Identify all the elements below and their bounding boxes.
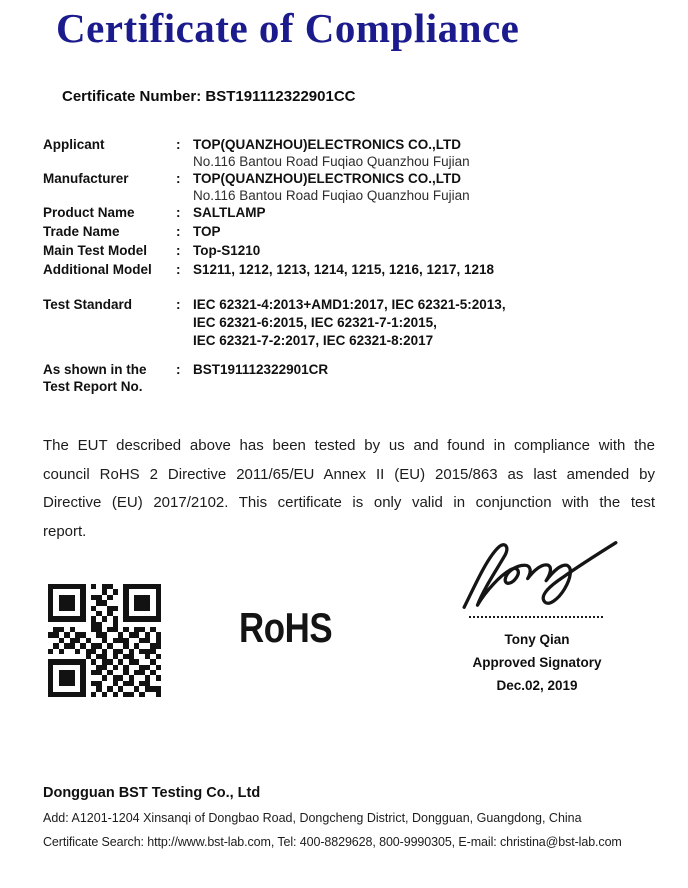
manufacturer-address: No.116 Bantou Road Fuqiao Quanzhou Fujian [193, 188, 470, 203]
manufacturer-label: Manufacturer [43, 171, 129, 186]
signatory-block [444, 628, 630, 697]
applicant-name: TOP(QUANZHOU)ELECTRONICS CO.,LTD [193, 137, 461, 152]
colon-separator: : [176, 297, 181, 312]
signatory-role: Approved Signatory [472, 655, 602, 670]
product-name-value: SALTLAMP [193, 205, 266, 220]
additional-model-label: Additional Model [43, 262, 152, 277]
applicant-address: No.116 Bantou Road Fuqiao Quanzhou Fujian [193, 154, 470, 169]
statement-line-1: The EUT described above has been tested by us and found in compliance with the [43, 437, 655, 454]
certificate-number-label: Certificate Number: [62, 88, 202, 105]
trade-name-value: TOP [193, 224, 221, 239]
page-title: Certificate of Compliance [56, 5, 520, 51]
issuer-address: Add: A1201-1204 Xinsanqi of Dongbao Road, Dongcheng District, Dongguan, Guangdong, China [43, 811, 582, 825]
colon-separator: : [176, 362, 181, 377]
signature-scribble [458, 537, 622, 615]
detail-row-trade-name [43, 223, 655, 240]
manufacturer-name: TOP(QUANZHOU)ELECTRONICS CO.,LTD [193, 171, 461, 186]
test-standard-line-2: IEC 62321-6:2015, IEC 62321-7-1:2015, [193, 315, 437, 330]
colon-separator: : [176, 224, 181, 239]
test-standard-line-1: IEC 62321-4:2013+AMD1:2017, IEC 62321-5:2013, [193, 297, 506, 312]
colon-separator: : [176, 243, 181, 258]
detail-row-product-name [43, 204, 655, 221]
details-table [43, 136, 655, 397]
applicant-label: Applicant [43, 137, 105, 152]
statement-line-2: council RoHS 2 Directive 2011/65/EU Annex II (EU) 2015/863 as last amended by [43, 465, 655, 483]
test-report-number: BST191112322901CR [193, 362, 329, 377]
product-name-label: Product Name [43, 205, 135, 220]
statement-line-4: report. [43, 522, 87, 540]
colon-separator: : [176, 137, 181, 152]
certificate-number-value: BST191112322901CC [205, 88, 356, 105]
qr-code [48, 584, 161, 697]
issuer-contact-line: Certificate Search: http://www.bst-lab.com, Tel: 400-8829628, 800-9990305, E-mail: christina@bst-lab.com [43, 835, 622, 849]
additional-model-value: S1211, 1212, 1213, 1214, 1215, 1216, 1217, 1218 [193, 262, 495, 277]
statement-line-3: Directive (EU) 2017/2102. This certificate is only valid in conjunction with the test [43, 494, 655, 511]
test-standard-label: Test Standard [43, 297, 133, 312]
detail-row-additional-model [43, 261, 655, 278]
compliance-statement [43, 432, 655, 546]
detail-row-test-report [43, 361, 655, 395]
signatory-name: Tony Qian [504, 632, 570, 647]
test-report-label-line-1: As shown in the [43, 362, 147, 377]
certificate-number-line [62, 88, 356, 105]
main-test-model-label: Main Test Model [43, 243, 148, 258]
test-standard-line-3: IEC 62321-7-2:2017, IEC 62321-8:2017 [193, 333, 434, 348]
signature-dotted-line [469, 616, 603, 618]
detail-row-manufacturer [43, 170, 655, 204]
colon-separator: : [176, 262, 181, 277]
colon-separator: : [176, 171, 181, 186]
colon-separator: : [176, 205, 181, 220]
trade-name-label: Trade Name [43, 224, 120, 239]
signature-date: Dec.02, 2019 [496, 678, 578, 693]
detail-row-applicant [43, 136, 655, 170]
test-report-label-line-2: Test Report No. [43, 379, 143, 394]
detail-row-main-test-model [43, 242, 655, 259]
main-test-model-value: Top-S1210 [193, 243, 261, 258]
issuer-company-name: Dongguan BST Testing Co., Ltd [43, 785, 261, 801]
detail-row-test-standard [43, 296, 655, 350]
rohs-mark: RoHS [239, 604, 333, 651]
